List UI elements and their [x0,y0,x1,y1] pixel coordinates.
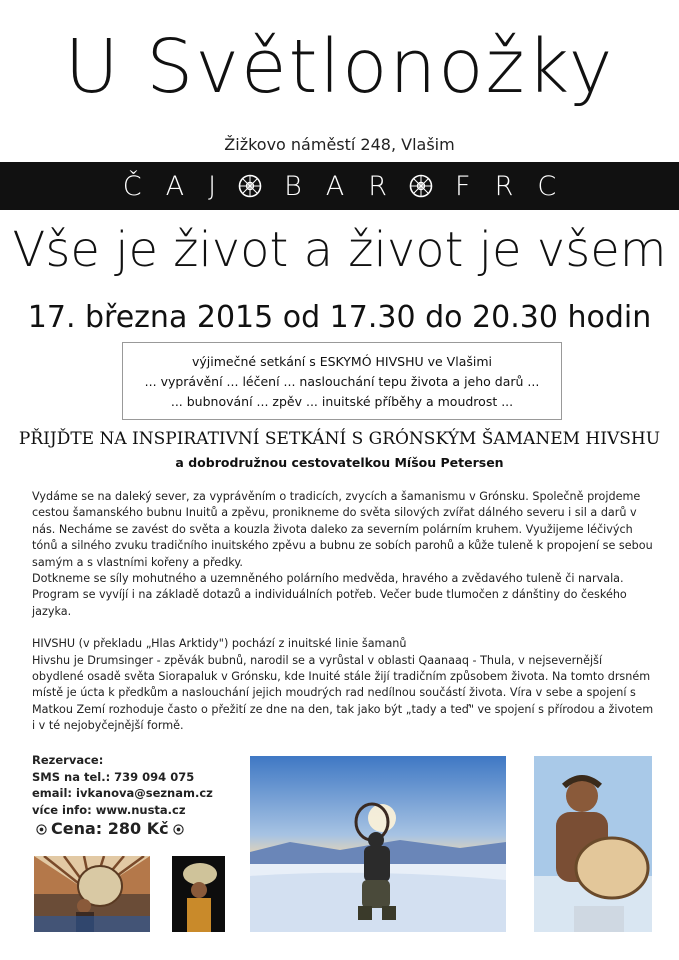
reservation-label: Rezervace: [32,753,104,767]
venue-title: U Světlonožky [64,24,615,110]
venue-address: Žižkovo náměstí 248, Vlašim [224,135,455,154]
band-letter: A [325,170,345,202]
ornament-icon [409,174,433,198]
ornament-icon [173,824,184,835]
band-letter: Č [122,170,142,202]
band-letter: A [165,170,185,202]
price [32,821,232,838]
invitation-subheading: a dobrodružnou cestovatelkou Míšou Petersen [175,455,504,470]
band-letter: J [208,170,217,202]
paragraph: HIVSHU (v překladu „Hlas Arktidy") pochází z inuitské linie šamanů [32,637,407,651]
paragraph: Dotkneme se síly mohutného a uzemněného polárního medvěda, hravého a zvědavého tuleně či narvala. Program se vyvíjí i na základě dotazů a individuálních potřeb. Večer bude tlumočen z dánštiny do českého jazyka. [32,572,627,618]
band-letter: F [455,170,471,202]
ornament-icon [36,824,47,835]
program-box [122,342,562,420]
invitation-heading: PŘIJĎTE NA INSPIRATIVNÍ SETKÁNÍ S GRÓNSKÝM ŠAMANEM HIVSHU [18,429,661,449]
band-letter: B [284,170,302,202]
shaman-drum-photo [534,756,652,932]
program-line: výjimečné setkání s ESKYMÓ HIVSHU ve Vlašimi [192,354,492,369]
paragraph: Hivshu je Drumsinger - zpěvák bubnů, narodil se a vyrůstal v oblasti Qaanaaq - Thula, v nejsevernější obydlené osadě světa Siorapaluk v Grónsku, kde Inuité stále žijí tradičním způsobem života. Na tomto drsném místě je úcta k předkům a naslouchání jejich moudrých rad nedílnou součástí života. Víra v sebe a spojení s Matkou Zemí rozhoduje často o přežití ze dne na den, tak jako být „tady a teď" ve spojení s přírodou a životem i v té nejobyčejnější formě. [32,653,654,733]
band-letter: R [368,170,388,202]
event-date: 17. března 2015 od 17.30 do 20.30 hodin [27,300,652,335]
drummer-yurt-photo [34,856,150,932]
website-link[interactable]: více info: www.nusta.cz [32,802,186,817]
performer-photo [172,856,225,932]
band-letter: R [494,170,514,202]
paragraph: Vydáme se na daleký sever, za vyprávěním o tradicích, zvycích a šamanismu v Grónsku. Společně projdeme cestou šamanského bubnu Inuitů a zpěvu, pronikneme do světa silových zvířat dálného severu i sil a darů v nás. Necháme se zavést do světa a kouzla života daleko za severním polárním kruhem. Využijeme léčivých tónů a silného zvuku tradičního inuitského zpěvu a bubnu ze sobích parohů a kůže tuleně k propojení se sebou samým a s vlastními kořeny a předky. [32,490,653,569]
email-contact[interactable]: email: ivkanova@seznam.cz [32,786,213,800]
price-text: Cena: 280 Kč [51,819,169,838]
band-letter: C [537,170,557,202]
contact-block [32,752,232,838]
cajobar-band [0,162,679,210]
ornament-icon [238,174,262,198]
program-line: ... bubnování ... zpěv ... inuitské příběhy a moudrost ... [170,394,514,409]
description-text [32,489,657,735]
program-line: ... vyprávění ... léčení ... naslouchání tepu života a jeho darů ... [144,374,540,389]
sms-contact: SMS na tel.: 739 094 075 [32,769,195,784]
arctic-drummer-photo [250,756,506,932]
event-headline: Vše je život a život je všem [12,222,667,278]
